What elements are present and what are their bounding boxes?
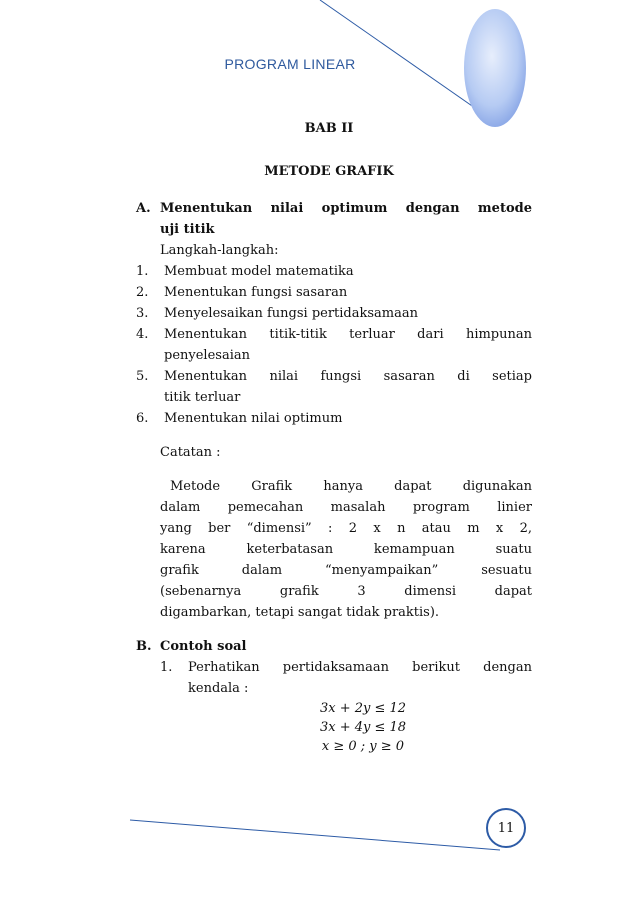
step-text-line: penyelesaian: [164, 348, 250, 363]
step-text-line: titik terluar: [164, 390, 241, 405]
example-number: 1.: [160, 660, 173, 675]
note-line: dalam pemecahan masalah program linier: [160, 500, 532, 515]
page-number: 11: [486, 808, 526, 848]
note-line: yang ber “dimensi” : 2 x n atau m x 2,: [160, 521, 532, 536]
step-number: 5.: [136, 369, 149, 384]
note-line: (sebenarnya grafik 3 dimensi dapat: [160, 584, 532, 599]
list-item: [136, 282, 532, 303]
example-text: [188, 657, 532, 699]
section-a: [136, 198, 532, 756]
constraint-1: 3x + 2y ≤ 12: [319, 701, 407, 716]
steps-list: [136, 261, 532, 429]
note-line: Metode Grafik hanya dapat digunakan: [170, 479, 532, 494]
constraints: [136, 699, 532, 756]
chapter-title: METODE GRAFIK: [264, 164, 394, 179]
steps-intro: Langkah-langkah:: [160, 243, 279, 258]
constraint-3: x ≥ 0 ; y ≥ 0: [321, 739, 405, 754]
step-text: [164, 324, 532, 366]
section-a-letter: A.: [136, 201, 151, 216]
note-line: grafik dalam “menyampaikan” sesuatu: [160, 563, 532, 578]
note-paragraph: [136, 476, 532, 623]
section-a-heading: [136, 198, 532, 219]
constraint-2: 3x + 4y ≤ 18: [319, 720, 407, 735]
list-item: [136, 366, 532, 408]
footer-line: [130, 820, 500, 850]
section-a-title-line2: uji titik: [160, 222, 215, 237]
step-number: 2.: [136, 285, 149, 300]
step-text: Membuat model matematika: [164, 264, 354, 279]
example-item: [136, 657, 532, 699]
section-b-letter: B.: [136, 639, 152, 654]
note-line: digambarkan, tetapi sangat tidak praktis).: [160, 605, 440, 620]
section-b-title: Contoh soal: [160, 639, 247, 654]
example-text-line: Perhatikan pertidaksamaan berikut dengan: [188, 660, 532, 675]
step-text: Menentukan fungsi sasaran: [164, 285, 348, 300]
list-item: [136, 303, 532, 324]
section-b-heading: [136, 636, 532, 657]
note-label: Catatan :: [160, 445, 221, 460]
list-item: [136, 261, 532, 282]
header-title: PROGRAM LINEAR: [224, 56, 356, 72]
example-text-line: kendala :: [188, 681, 249, 696]
chapter-number: BAB II: [304, 121, 354, 136]
step-number: 1.: [136, 264, 149, 279]
step-number: 4.: [136, 327, 149, 342]
section-a-title-line1: Menentukan nilai optimum dengan metode: [160, 201, 532, 216]
step-number: 6.: [136, 411, 149, 426]
step-text: Menentukan nilai optimum: [164, 411, 343, 426]
list-item: [136, 408, 532, 429]
note-line: karena keterbatasan kemampuan suatu: [160, 542, 532, 557]
step-text: [164, 366, 532, 408]
step-text: Menyelesaikan fungsi pertidaksamaan: [164, 306, 419, 321]
step-number: 3.: [136, 306, 149, 321]
step-text-line: Menentukan nilai fungsi sasaran di setiap: [164, 369, 532, 384]
list-item: [136, 324, 532, 366]
step-text-line: Menentukan titik-titik terluar dari himpunan: [164, 327, 532, 342]
